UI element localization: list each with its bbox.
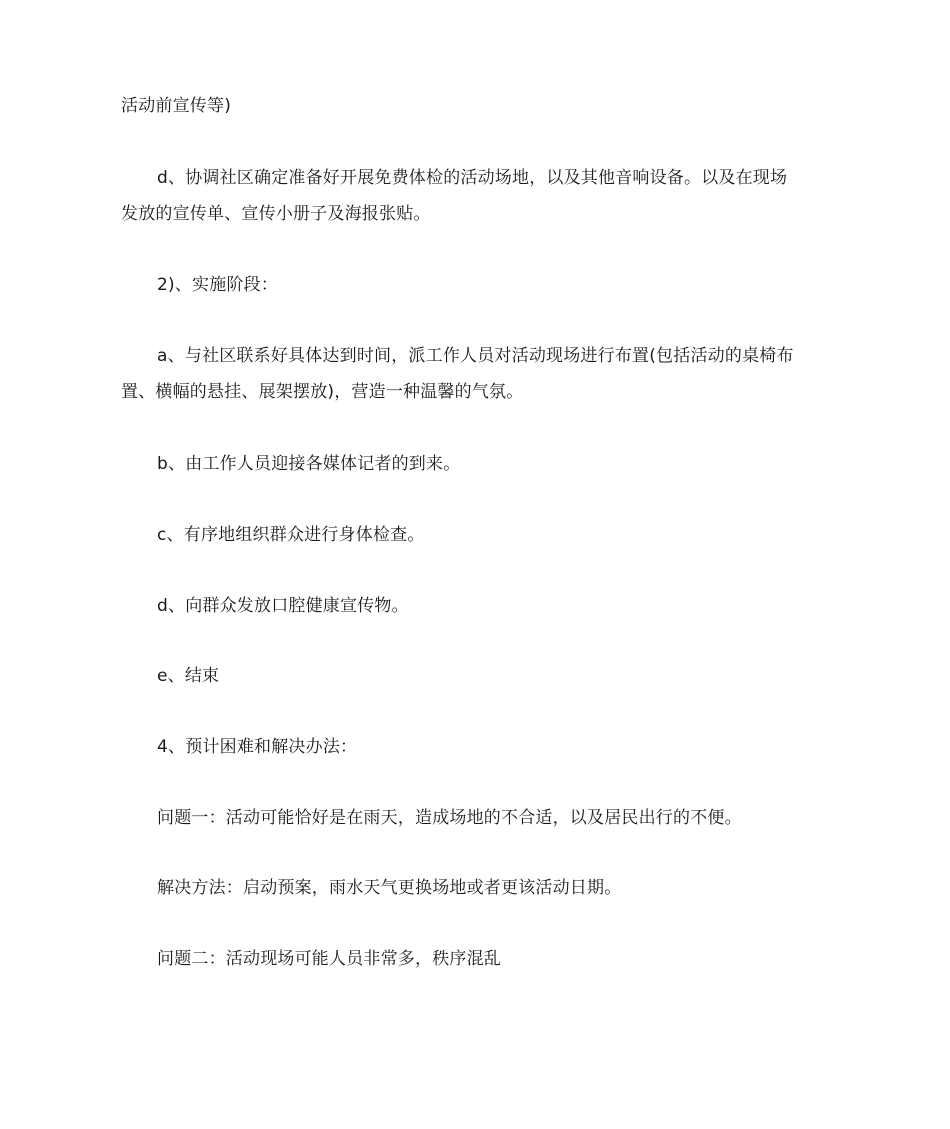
- text-line-1: 活动前宣传等): [121, 96, 232, 116]
- text-line-13: 解决方法：启动预案，雨水天气更换场地或者更该活动日期。: [157, 878, 622, 898]
- text-line-9: d、向群众发放口腔健康宣传物。: [157, 596, 409, 616]
- text-line-5: a、与社区联系好具体达到时间，派工作人员对活动现场进行布置(包括活动的桌椅布: [157, 346, 794, 366]
- text-line-11: 4、预计困难和解决办法：: [157, 737, 358, 757]
- text-line-10: e、结束: [157, 666, 220, 686]
- text-line-3: 发放的宣传单、宣传小册子及海报张贴。: [121, 204, 431, 224]
- text-line-7: b、由工作人员迎接各媒体记者的到来。: [157, 454, 461, 474]
- text-line-4: 2)、实施阶段：: [157, 275, 279, 295]
- text-line-14: 问题二：活动现场可能人员非常多，秩序混乱: [157, 949, 501, 969]
- text-line-12: 问题一：活动可能恰好是在雨天，造成场地的不合适，以及居民出行的不便。: [157, 808, 742, 828]
- text-line-8: c、有序地组织群众进行身体检查。: [157, 525, 425, 545]
- text-line-2: d、协调社区确定准备好开展免费体检的活动场地，以及其他音响设备。以及在现场: [157, 168, 788, 188]
- text-line-6: 置、横幅的悬挂、展架摆放)，营造一种温馨的气氛。: [121, 382, 524, 402]
